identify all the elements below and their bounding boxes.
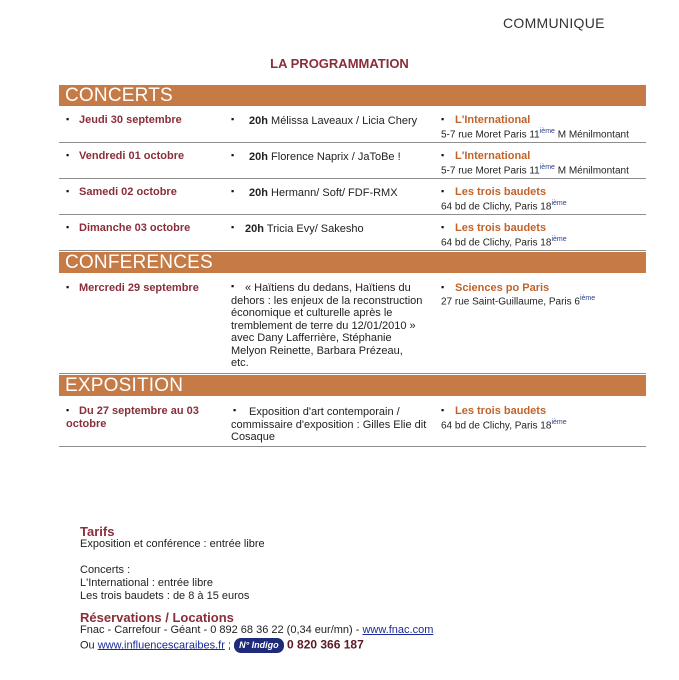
tarifs-line: Les trois baudets : de 8 à 15 euros: [80, 590, 250, 602]
bullet-icon: ▪: [66, 186, 70, 196]
reservations-line: Ou www.influencescaraibes.fr ; N° Indigo 0 820 366 187: [80, 637, 364, 652]
tarifs-line: L'International : entrée libre: [80, 577, 213, 589]
section-band-conferences: CONFERENCES: [59, 252, 646, 273]
bullet-icon: ▪: [231, 186, 235, 196]
event-performers: [245, 223, 364, 236]
event-time: 20h: [245, 223, 264, 235]
venue-name: L'International: [455, 114, 531, 126]
event-time: 20h: [249, 151, 268, 163]
phone-number: 0 820 366 187: [283, 637, 364, 652]
event-performers: [249, 187, 398, 200]
event-artists: Hermann/ Soft/ FDF-RMX: [267, 187, 398, 199]
exposition-description: Exposition d'art contemporain / commissaire d'exposition : Gilles Elie dit Cosaque: [231, 406, 427, 443]
fnac-link[interactable]: www.fnac.com: [362, 624, 434, 636]
venue-name: Les trois baudets: [455, 186, 547, 198]
bullet-icon: ▪: [441, 282, 445, 292]
event-time: 20h: [249, 115, 268, 127]
conference-description: « Haïtiens du dedans, Haïtiens du dehors : les enjeux de la reconstruction économique et culturelle après le tremblement de terre du 12/01/2010 » avec Dany Lafferrière, Stéphanie Melyon Reinette, Barbara Prézeau, etc.: [231, 282, 423, 369]
tarifs-heading: Tarifs: [80, 524, 115, 539]
bullet-icon: ▪: [66, 222, 70, 232]
tarifs-line: Exposition et conférence : entrée libre: [80, 538, 265, 550]
info-block: [80, 525, 433, 653]
venue-address: 5-7 rue Moret Paris 11ième M Ménilmontant: [441, 164, 629, 177]
table-row: [59, 214, 646, 251]
bullet-icon: ▪: [231, 150, 235, 160]
event-date: Dimanche 03 octobre: [79, 222, 191, 234]
page-title: LA PROGRAMMATION: [270, 56, 409, 71]
event-artists: Florence Naprix / JaToBe !: [267, 151, 401, 163]
reservations-line: Fnac - Carrefour - Géant - 0 892 68 36 22 (0,34 eur/mn) - www.fnac.com: [80, 624, 434, 636]
table-row: [59, 106, 646, 143]
venue-address: 64 bd de Clichy, Paris 18ième: [441, 200, 567, 213]
venue-name: Les trois baudets: [455, 405, 547, 417]
bullet-icon: ▪: [231, 114, 235, 124]
event-artists: Mélissa Laveaux / Licia Chery: [267, 115, 418, 127]
bullet-icon: ▪: [66, 114, 70, 124]
website-link[interactable]: www.influencescaraibes.fr: [97, 639, 225, 652]
bullet-icon: ▪: [441, 150, 445, 160]
event-date: Samedi 02 octobre: [79, 186, 177, 198]
bullet-icon: ▪: [233, 405, 237, 415]
venue-name: Les trois baudets: [455, 222, 547, 234]
event-time: 20h: [249, 187, 268, 199]
table-row: [59, 396, 646, 447]
tarifs-line: Concerts :: [80, 564, 131, 576]
venue-name: L'International: [455, 150, 531, 162]
document-header: COMMUNIQUE: [503, 15, 605, 31]
bullet-icon: ▪: [66, 405, 70, 415]
table-row: [59, 142, 646, 179]
event-date: Jeudi 30 septembre: [79, 114, 182, 126]
bullet-icon: ▪: [66, 150, 70, 160]
event-performers: [249, 151, 401, 164]
venue-address: 64 bd de Clichy, Paris 18ième: [441, 236, 567, 249]
bullet-icon: ▪: [441, 222, 445, 232]
event-date: Vendredi 01 octobre: [79, 150, 185, 162]
bullet-icon: ▪: [441, 186, 445, 196]
venue-name: Sciences po Paris: [455, 282, 550, 294]
venue-address: 64 bd de Clichy, Paris 18ième: [441, 419, 567, 432]
bullet-icon: ▪: [231, 222, 235, 232]
event-performers: [249, 115, 417, 128]
table-row: [59, 178, 646, 215]
event-date: Mercredi 29 septembre: [79, 282, 199, 294]
section-band-concerts: CONCERTS: [59, 85, 646, 106]
bullet-icon: ▪: [441, 114, 445, 124]
indigo-number-logo: N° Indigo: [234, 638, 284, 653]
bullet-icon: ▪: [66, 282, 70, 292]
event-artists: Tricia Evy/ Sakesho: [263, 223, 364, 235]
event-date: Du 27 septembre au 03 octobre: [66, 405, 199, 430]
table-row: [59, 273, 646, 374]
bullet-icon: ▪: [231, 281, 235, 291]
venue-address: 5-7 rue Moret Paris 11ième M Ménilmontant: [441, 128, 629, 141]
reservations-heading: Réservations / Locations: [80, 610, 234, 625]
venue-address: 27 rue Saint-Guillaume, Paris 6ième: [441, 295, 596, 308]
bullet-icon: ▪: [441, 405, 445, 415]
section-band-exposition: EXPOSITION: [59, 375, 646, 396]
